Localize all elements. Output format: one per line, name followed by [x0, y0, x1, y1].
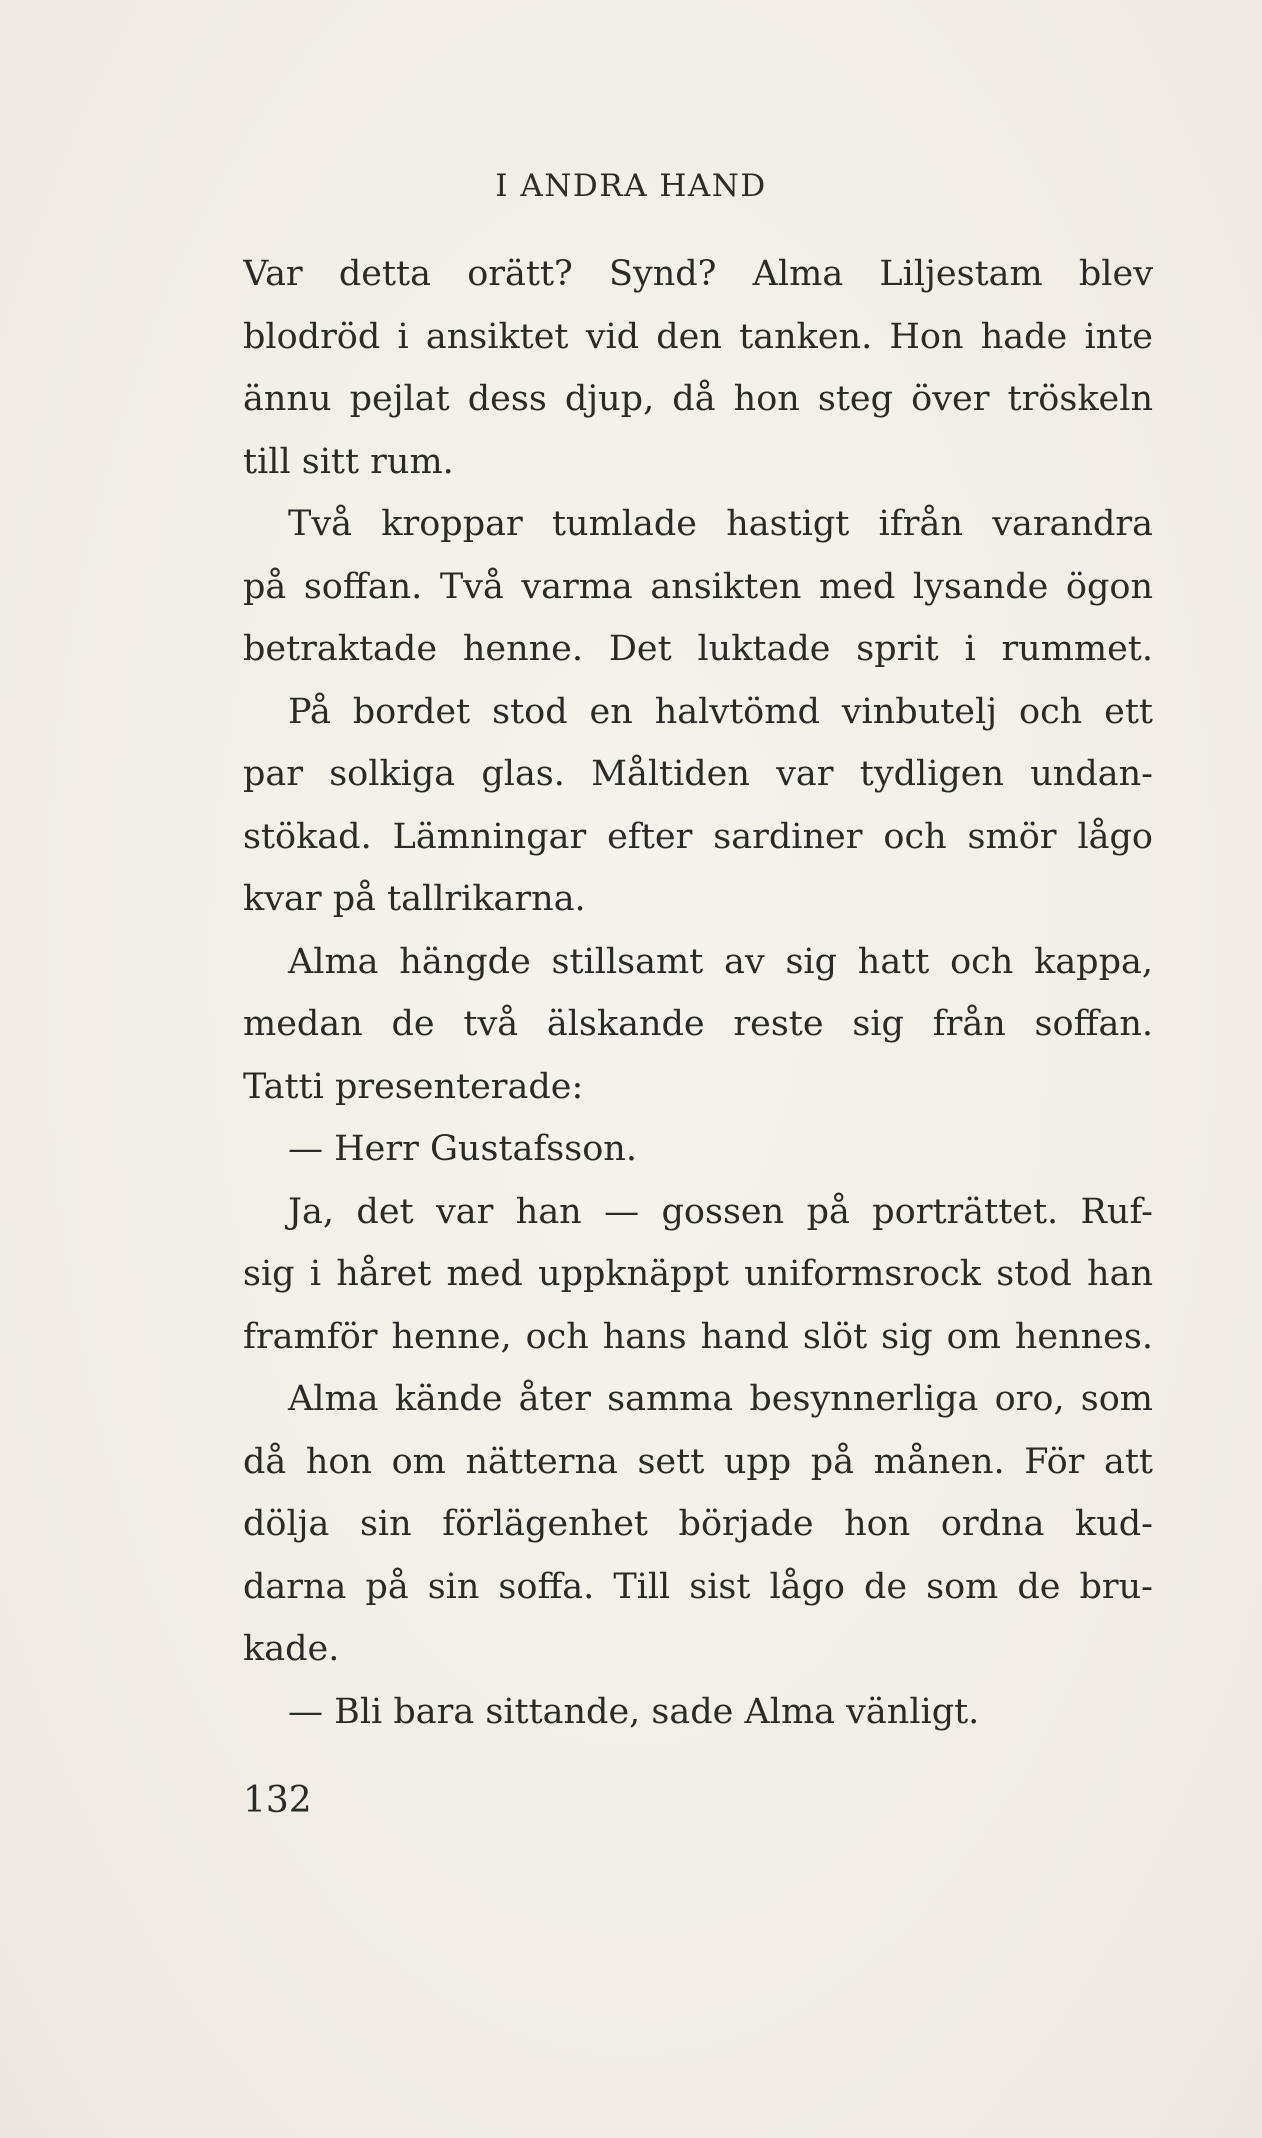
text-line: medan de två älskande reste sig från soffan.: [243, 1004, 1153, 1044]
text-line: betraktade henne. Det luktade sprit i rummet.: [243, 629, 1153, 669]
text-line: dölja sin förlägenhet började hon ordna kud-: [243, 1504, 1153, 1544]
text-line: ännu pejlat dess djup, då hon steg över tröskeln: [243, 379, 1153, 419]
text-line: sig i håret med uppknäppt uniformsrock stod han: [243, 1254, 1153, 1294]
text-line: darna på sin soffa. Till sist lågo de som de bru-: [243, 1566, 1153, 1607]
text-line: framför henne, och hans hand slöt sig om hennes.: [243, 1316, 1153, 1357]
text-line: Tatti presenterade:: [243, 1066, 584, 1107]
text-line: kade.: [243, 1629, 340, 1669]
text-line: till sitt rum.: [243, 441, 454, 482]
text-line: par solkiga glas. Måltiden var tydligen undan-: [243, 754, 1153, 794]
text-line: på soffan. Två varma ansikten med lysande ögon: [243, 566, 1153, 607]
page-number: 132: [243, 1780, 312, 1821]
text-line: Ja, det var han — gossen på porträttet. Ruf-: [288, 1191, 1153, 1232]
text-line: då hon om nätterna sett upp på månen. För att: [243, 1441, 1153, 1482]
text-line: Alma hängde stillsamt av sig hatt och kappa,: [288, 941, 1153, 982]
text-line: stökad. Lämningar efter sardiner och smör lågo: [243, 816, 1153, 857]
text-line: kvar på tallrikarna.: [243, 879, 586, 919]
text-line: — Herr Gustafsson.: [288, 1129, 637, 1169]
text-line: Var detta orätt? Synd? Alma Liljestam blev: [243, 254, 1153, 294]
text-line: Två kroppar tumlade hastigt ifrån varandra: [288, 504, 1153, 544]
running-head: I ANDRA HAND: [495, 168, 767, 204]
text-line: blodröd i ansiktet vid den tanken. Hon hade inte: [243, 316, 1153, 357]
text-line: — Bli bara sittande, sade Alma vänligt.: [288, 1691, 980, 1732]
body-text: [243, 243, 1153, 1743]
text-line: På bordet stod en halvtömd vinbutelj och ett: [288, 691, 1153, 732]
text-line: Alma kände åter samma besynnerliga oro, som: [288, 1379, 1153, 1419]
